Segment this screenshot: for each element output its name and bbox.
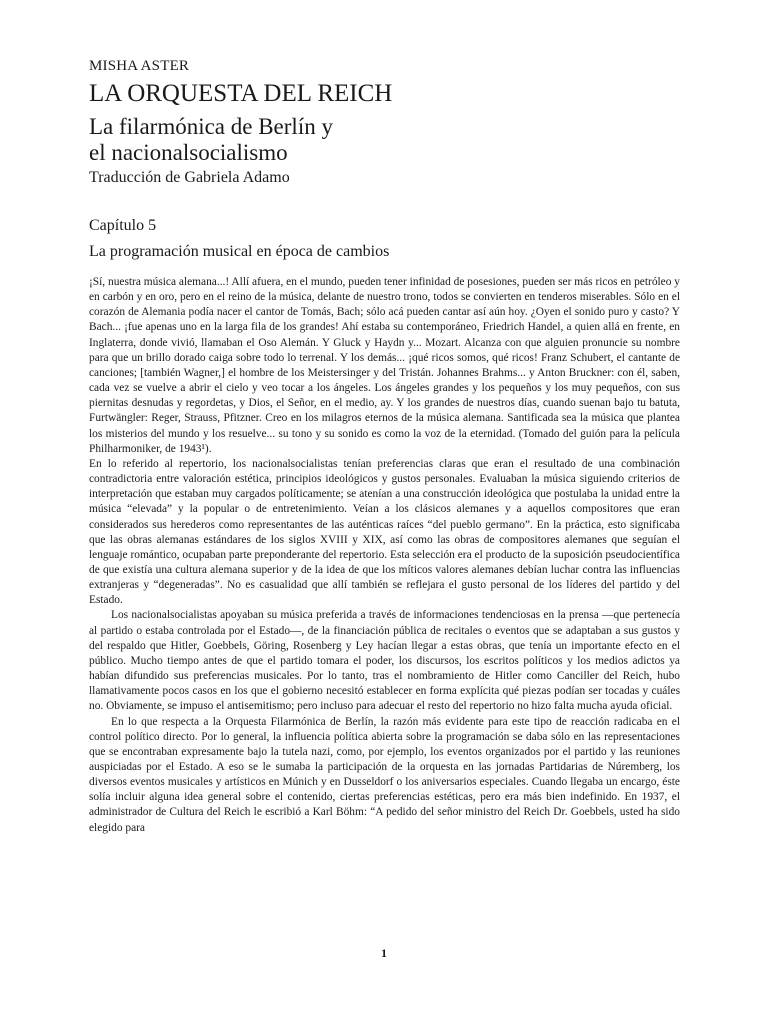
translator-credit: Traducción de Gabriela Adamo: [89, 169, 290, 186]
book-title: LA ORQUESTA DEL REICH: [89, 80, 393, 107]
epigraph-quote: ¡Sí, nuestra música alemana...! Allí afuera, en el mundo, pueden tener infinidad de posesiones, pueden ser más ricos en petróleo y en carbón y en oro, pero en el reino de la música, delante de nuestro trono, todos se convierten en tenderos miserables. Sólo en el corazón de Alemania podía nacer el cantor de Tomás, Bach; sólo acá pueden cantar así aún hoy. ¿Oyen el sonido puro y casto? Y Bach... ¡fue apenas uno en la larga fila de los grandes! Ahí estaba su contemporáneo, Friedrich Handel, a quien allá en frente, en Inglaterra, donde vivió, llamaban el Oso Alemán. Y Gluck y Haydn y... Mozart. Alcanza con que alguien pronuncie su nombre para que un brillo dorado caiga sobre todo lo terrenal. Y los demás... ¡qué ricos somos, qué ricos! Franz Schubert, el cantante de canciones; [también Wagner,] el hombre de los Meistersinger y del Tristán. Johannes Brahms... y Anton Bruckner: con él, saben, cada vez se vuelve a abrir el cielo y veo tocar a los ángeles. Los ángeles grandes y los pequeños y los muy pequeños, con sus piernitas desnudas y regordetas, y Dios, el Señor, en el medio, ay. Y los grandes de nuestros días, cuando suenan bajo tu batuta, Furtwängler: Reger, Strauss, Pfitzner. Creo en los milagros eternos de la música alemana. Santificada sea la música que plantea los misterios del mundo y los resuelve... su tono y su sonido es como la voz de la eternidad. (Tomado del guión para la película Philharmoniker, de 1943¹).: [89, 276, 680, 455]
chapter-number: Capítulo 5: [89, 217, 157, 234]
subtitle-line-2: el nacionalsocialismo: [89, 140, 288, 165]
author-name: MISHA ASTER: [89, 58, 190, 74]
paragraph: Los nacionalsocialistas apoyaban su música preferida a través de informaciones tendenciosas en la prensa —que pertenecía al partido o estaba controlada por el Estado—, de la financiación pública de recitales o eventos que se adaptaban a sus gustos y del respaldo que Hitler, Goebbels, Göring, Rosenberg y Ley hacían llegar a estas obras, que tenía un importante efecto en el público. Mucho tiempo antes de que el partido tomara el poder, los discursos, los escritos políticos y los medios adictos ya habían difundido sus preferencias musicales. Por lo tanto, tras el nombramiento de Hitler como Canciller del Reich, hubo llamativamente pocos casos en los que el gobierno necesitó establecer en forma explícita qué piezas podían ser tocadas y cuáles no. Obviamente, se impuso el antisemitismo; pero incluso para adecuar el resto del repertorio no hizo falta mucha ayuda oficial.: [89, 609, 680, 713]
paragraph: En lo referido al repertorio, los nacionalsocialistas tenían preferencias claras que eran el resultado de una combinación contradictoria entre valoración estética, principios ideológicos y gustos personales. Evaluaban la música siguiendo criterios de interpretación que estaban muy cargados políticamente; se atenían a una construcción ideológica que postulaba la unidad entre la música “elevada” y la popular o de entretenimiento. Veían a los clásicos alemanes y a aquellos compositores que eran considerados sus herederos como representantes de las auténticas raíces “del pueblo germano”. En la práctica, esto significaba que las obras alemanas estándares de los siglos XVIII y XIX, así como las obras de compositores alemanes que seguían el lenguaje romántico, ocupaban parte preponderante del repertorio. Esta selección era el producto de la suposición pseudocientífica de que existía una cultura alemana superior y de la idea de que los míticos valores alemanes debían luchar contra las influencias extranjeras y “degeneradas”. No es casualidad que allí también se reflejara el gusto personal de los líderes del partido y del Estado.: [89, 457, 680, 607]
page-number: 1: [381, 946, 387, 960]
document-page: [89, 56, 680, 836]
subtitle-line-1: La filarmónica de Berlín y: [89, 114, 333, 139]
chapter-title: La programación musical en época de cambios: [89, 243, 390, 260]
book-subtitle: [89, 114, 680, 166]
paragraph: En lo que respecta a la Orquesta Filarmónica de Berlín, la razón más evidente para este tipo de reacción radicaba en el control político directo. Por lo general, la influencia política abierta sobre la programación se daba sólo en las representaciones que se encontraban expresamente bajo la tutela nazi, como, por ejemplo, los eventos organizados por el partido y las reuniones auspiciadas por el Estado. A eso se le sumaba la participación de la orquesta en las jornadas Partidarias de Núremberg, los diversos eventos musicales y artísticos en Múnich y en Dusseldorf o los aniversarios especiales. Cuando llegaba un encargo, éste solía incluir alguna idea general sobre el contenido, ciertas preferencias estéticas, pero era más bien indefinido. En 1937, el administrador de Cultura del Reich le escribió a Karl Böhm: “A pedido del señor ministro del Reich Dr. Goebbels, usted ha sido elegido para: [89, 715, 680, 834]
body-text: [89, 275, 680, 836]
